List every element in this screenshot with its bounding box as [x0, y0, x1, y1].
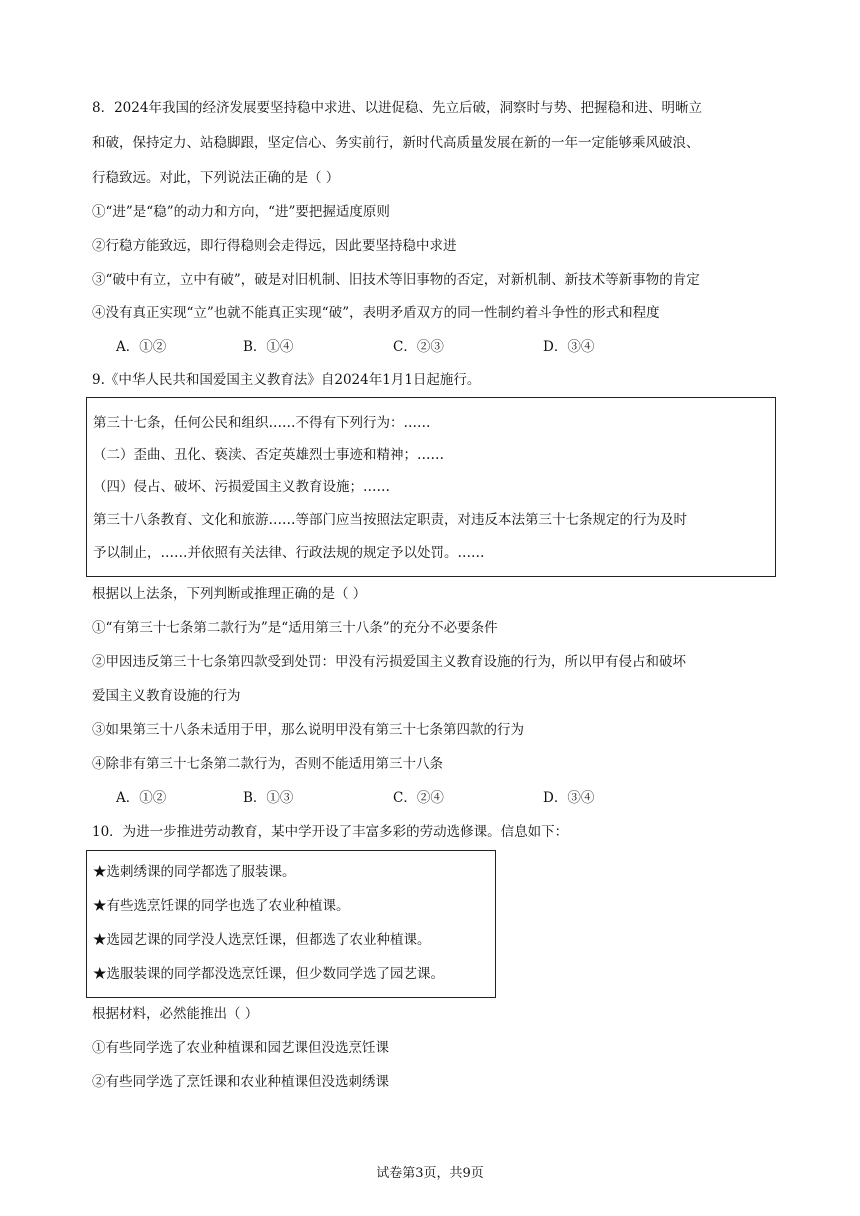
q9-stem: 9.《中华人民共和国爱国主义教育法》自2024年1月1日起施行。 — [92, 372, 481, 388]
q9-box-line-4: 第三十八条教育、文化和旅游……等部门应当按照法定职责，对违反本法第三十七条规定的行为及时 — [93, 512, 687, 528]
q8-option-d[interactable]: D．③④ — [543, 339, 595, 355]
q9-box-line-3: （四）侵占、破坏、污损爱国主义教育设施；…… — [93, 479, 390, 495]
q10-box-line-4: ★选服装课的同学都没选烹饪课，但少数同学选了园艺课。 — [93, 966, 444, 982]
q8-option-c[interactable]: C．②③ — [393, 339, 444, 355]
q9-option-b[interactable]: B．①③ — [243, 790, 294, 806]
q10-statement-2: ②有些同学选了烹饪课和农业种植课但没选刺绣课 — [92, 1074, 389, 1090]
q9-question: 根据以上法条，下列判断或推理正确的是（ ） — [92, 586, 367, 602]
q10-statement-1: ①有些同学选了农业种植课和园艺课但没选烹饪课 — [92, 1040, 389, 1056]
q8-statement-3: ③“破中有立，立中有破”，破是对旧机制、旧技术等旧事物的否定，对新机制、新技术等新事物的肯定 — [92, 272, 700, 288]
q10-question: 根据材料，必然能推出（ ） — [92, 1006, 259, 1022]
q10-stem: 10．为进一步推进劳动教育，某中学开设了丰富多彩的劳动选修课。信息如下： — [92, 824, 569, 840]
q9-statement-3: ③如果第三十八条未适用于甲，那么说明甲没有第三十七条第四款的行为 — [92, 722, 524, 738]
q9-statement-4: ④除非有第三十七条第二款行为，否则不能适用第三十八条 — [92, 756, 443, 772]
page-footer: 试卷第3页，共9页 — [376, 1166, 484, 1181]
q9-box-line-1: 第三十七条，任何公民和组织……不得有下列行为：…… — [93, 415, 431, 431]
q10-box-line-2: ★有些选烹饪课的同学也选了农业种植课。 — [93, 898, 350, 914]
q10-box-line-1: ★选刺绣课的同学都选了服装课。 — [93, 864, 296, 880]
q8-statement-1: ①“进”是“稳”的动力和方向，“进”要把握适度原则 — [92, 204, 390, 220]
q8-option-b[interactable]: B．①④ — [243, 339, 294, 355]
q8-statement-2: ②行稳方能致远，即行得稳则会走得远，因此要坚持稳中求进 — [92, 238, 457, 254]
q9-box-line-5: 予以制止，……并依照有关法律、行政法规的规定予以处罚。…… — [93, 545, 485, 561]
q10-info-box — [86, 850, 496, 998]
q8-option-a[interactable]: A．①② — [116, 339, 167, 355]
q8-statement-4: ④没有真正实现“立”也就不能真正实现“破”，表明矛盾双方的同一性制约着斗争性的形式和程度 — [92, 305, 660, 321]
q9-statement-2: ②甲因违反第三十七条第四款受到处罚：甲没有污损爱国主义教育设施的行为，所以甲有侵占和破坏 — [92, 654, 686, 670]
q8-stem-line-1: 8．2024年我国的经济发展要坚持稳中求进、以进促稳、先立后破，洞察时与势、把握稳和进、明晰立 — [92, 100, 702, 116]
q9-statement-1: ①“有第三十七条第二款行为”是“适用第三十八条”的充分不必要条件 — [92, 620, 498, 636]
q9-option-d[interactable]: D．③④ — [543, 790, 595, 806]
q9-statement-2-cont: 爱国主义教育设施的行为 — [92, 688, 241, 704]
q9-box-line-2: （二）歪曲、丑化、亵渎、否定英雄烈士事迹和精神；…… — [93, 447, 444, 463]
q8-stem-line-2: 和破，保持定力、站稳脚跟，坚定信心、务实前行，新时代高质量发展在新的一年一定能够乘风破浪、 — [92, 135, 700, 151]
q9-law-excerpt-box — [86, 397, 776, 577]
q9-option-c[interactable]: C．②④ — [393, 790, 444, 806]
q10-box-line-3: ★选园艺课的同学没人选烹饪课，但都选了农业种植课。 — [93, 932, 431, 948]
q9-option-a[interactable]: A．①② — [116, 790, 167, 806]
q8-stem-line-3: 行稳致远。对此，下列说法正确的是（ ） — [92, 170, 340, 186]
